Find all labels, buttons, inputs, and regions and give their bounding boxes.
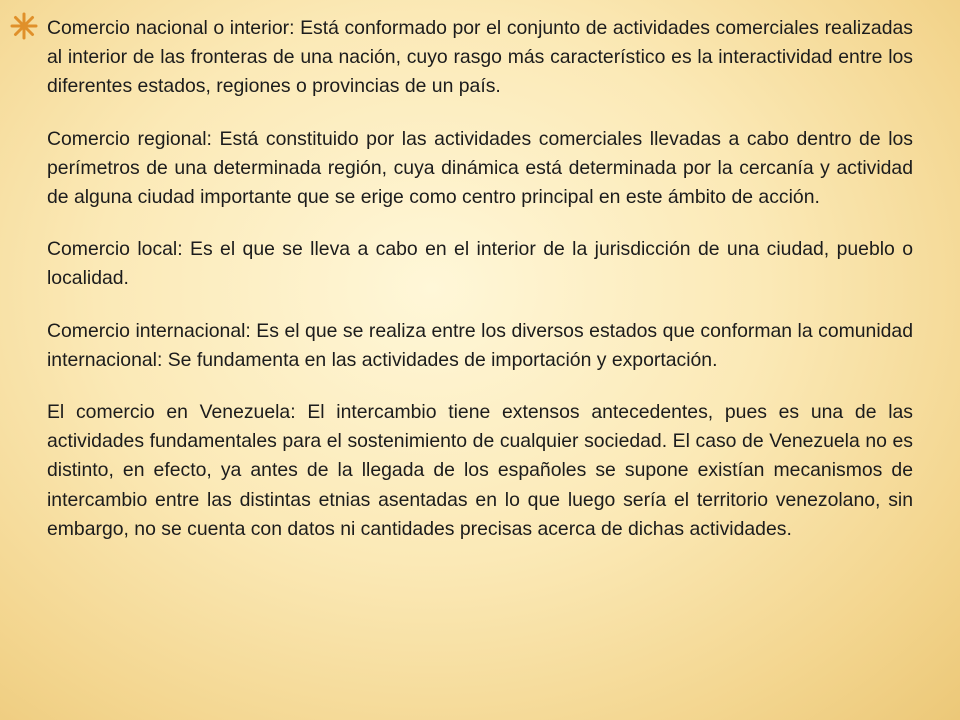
term-label: Comercio internacional:: [47, 319, 251, 342]
term-label: Comercio regional:: [47, 127, 212, 150]
slide-body: [47, 14, 913, 567]
term-label: Comercio local:: [47, 238, 183, 261]
paragraph-text: Es el que se realiza entre los diversos estados que conforman la comunidad internacional: Se fundamenta en las actividades de importación y exportación.: [47, 319, 913, 371]
paragraph-text: El intercambio tiene extensos antecedentes, pues es una de las actividades fundamentales para el sostenimiento de cualquier sociedad. El caso de Venezuela no es distinto, en efecto, ya antes de la llegada de los españoles se supone existían mecanismos de intercambio entre las distintas etnias asentadas en lo que luego sería el territorio venezolano, sin embargo, no se cuenta con datos ni cantidades precisas acerca de dichas actividades.: [47, 401, 913, 540]
paragraph-comercio-regional: [47, 125, 913, 213]
paragraph-comercio-nacional: [47, 14, 913, 102]
paragraph-text: Es el que se lleva a cabo en el interior de la jurisdicción de una ciudad, pueblo o localidad.: [47, 238, 914, 290]
paragraph-comercio-local: [47, 235, 913, 293]
term-label: El comercio en Venezuela:: [47, 401, 296, 424]
paragraph-comercio-venezuela: [47, 398, 913, 544]
term-label: Comercio nacional o interior:: [47, 17, 295, 39]
paragraph-comercio-internacional: [47, 317, 913, 375]
paragraph-text: Está constituido por las actividades comerciales llevadas a cabo dentro de los perímetros de una determinada región, cuya dinámica está determinada por la cercanía y actividad de alguna ciudad importante que se erige como centro principal en este ámbito de acción.: [47, 127, 913, 209]
star-bullet-icon: [10, 12, 38, 40]
paragraph-text: Está conformado por el conjunto de actividades comerciales realizadas al interior de las fronteras de una nación, cuyo rasgo más característico es la interactividad entre los diferentes estados, regiones o provincias de un país.: [47, 17, 913, 98]
